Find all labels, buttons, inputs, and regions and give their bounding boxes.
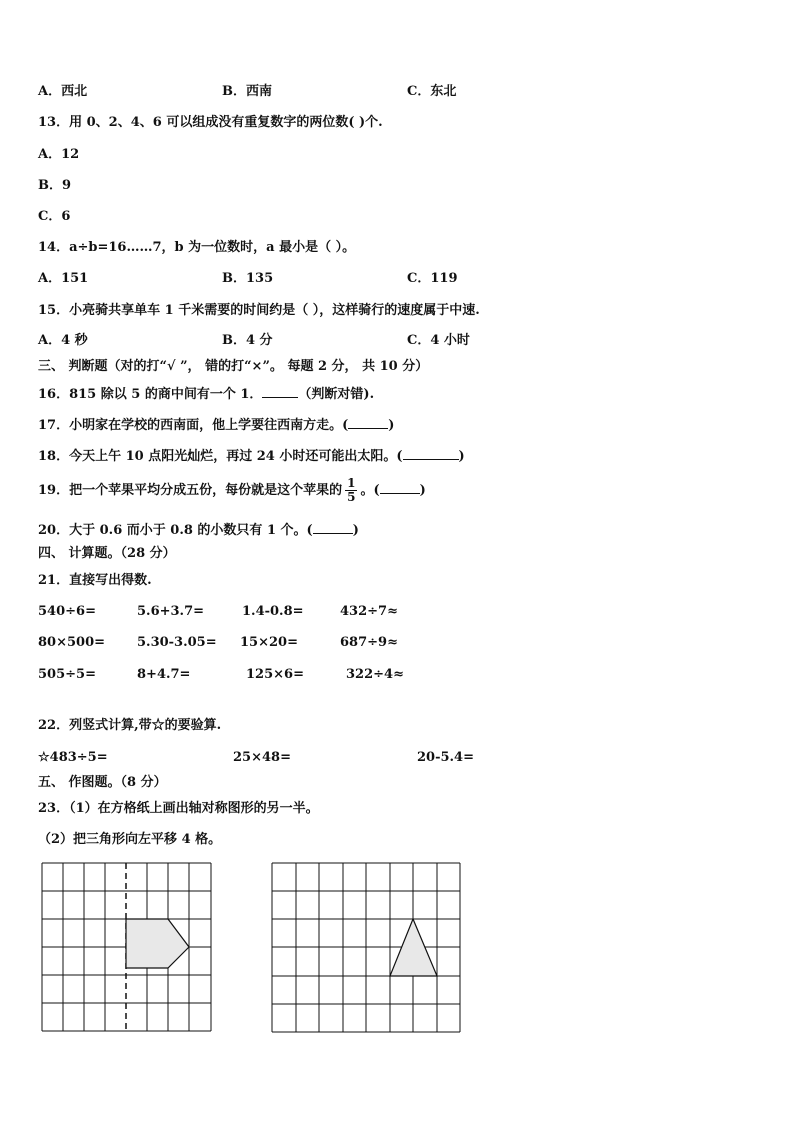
q19-suffix: ) — [419, 483, 426, 498]
q20 — [38, 521, 359, 539]
section-5-heading: 五、 作图题。（8 分） — [38, 775, 167, 790]
q21-item: 15×20= — [240, 635, 298, 650]
q17-suffix: ) — [388, 418, 395, 433]
q21-item: 687÷9≈ — [340, 635, 398, 650]
q19-mid: 。( — [360, 483, 380, 498]
q21-item: 432÷7≈ — [340, 604, 398, 619]
q14-option-b: B．135 — [222, 271, 274, 286]
q14-option-a: A．151 — [38, 271, 89, 286]
q21-item: 540÷6= — [38, 604, 96, 619]
q12-option-b: B．西南 — [222, 84, 272, 99]
q21-item: 125×6= — [246, 667, 304, 682]
q19-fraction — [345, 477, 357, 504]
q19-fraction-denominator: 5 — [347, 490, 356, 504]
q21-item: 505÷5= — [38, 667, 96, 682]
q12-option-a: A．西北 — [38, 84, 88, 99]
q15-option-c: C．4 小时 — [407, 333, 470, 348]
q19 — [38, 476, 426, 506]
q22-item: ☆483÷5= — [38, 750, 108, 765]
q20-text: 20．大于 0.6 而小于 0.8 的小数只有 1 个。( — [38, 523, 313, 538]
q21-item: 1.4-0.8= — [242, 604, 304, 619]
q22-item: 25×48= — [233, 750, 291, 765]
section-3-heading: 三、 判断题（对的打“√ ”， 错的打“×”。 每题 2 分， 共 10 分） — [38, 359, 429, 374]
q16-text: 16．815 除以 5 的商中间有一个 1． — [38, 387, 263, 402]
q20-answer-blank[interactable] — [313, 521, 353, 534]
q17-text: 17．小明家在学校的西南面，他上学要往西南方走。( — [38, 418, 349, 433]
q18-text: 18．今天上午 10 点阳光灿烂，再过 24 小时还可能出太阳。( — [38, 449, 403, 464]
q16-suffix: （判断对错). — [298, 387, 375, 402]
q18 — [38, 447, 465, 465]
half-figure-shape — [126, 919, 189, 968]
q17-answer-blank[interactable] — [348, 416, 388, 429]
q13-option-c: C．6 — [38, 209, 71, 224]
q19-answer-blank[interactable] — [380, 481, 420, 494]
q23-part-2: （2）把三角形向左平移 4 格。 — [38, 832, 222, 847]
q16-answer-blank[interactable] — [262, 385, 298, 398]
q12-option-c: C．东北 — [407, 84, 457, 99]
q21-title: 21．直接写出得数. — [38, 573, 152, 588]
q21-item: 5.30-3.05= — [137, 635, 217, 650]
q22-title: 22．列竖式计算,带☆的要验算. — [38, 718, 222, 733]
q17 — [38, 416, 394, 434]
q22-item: 20-5.4= — [417, 750, 474, 765]
q23-part-1: 23．（1）在方格纸上画出轴对称图形的另一半。 — [38, 801, 319, 816]
section-4-heading: 四、 计算题。（28 分） — [38, 546, 176, 561]
q19-text: 19．把一个苹果平均分成五份，每份就是这个苹果的 — [38, 483, 343, 498]
grid-right-lines — [272, 863, 460, 1032]
grid-right-translation — [271, 862, 463, 1034]
q14-option-c: C．119 — [407, 271, 458, 286]
q13-option-b: B．9 — [38, 178, 72, 193]
q13-option-a: A．12 — [38, 147, 80, 162]
q15-option-b: B．4 分 — [222, 333, 273, 348]
q16 — [38, 385, 374, 403]
q13-text: 13．用 0、2、4、6 可以组成没有重复数字的两位数( )个. — [38, 115, 383, 130]
q15-option-a: A．4 秒 — [38, 333, 88, 348]
q20-suffix: ) — [352, 523, 359, 538]
q18-answer-blank[interactable] — [403, 447, 459, 460]
grid-left-symmetry — [41, 862, 213, 1032]
q14-text: 14．a÷b=16……7，b 为一位数时，a 最小是（ ）。 — [38, 240, 356, 255]
q15-text: 15．小亮骑共享单车 1 千米需要的时间约是（ ），这样骑行的速度属于中速. — [38, 303, 480, 318]
q21-item: 322÷4≈ — [346, 667, 404, 682]
q21-item: 8+4.7= — [137, 667, 191, 682]
q21-item: 5.6+3.7= — [137, 604, 205, 619]
q21-item: 80×500= — [38, 635, 106, 650]
q19-fraction-numerator: 1 — [347, 476, 356, 490]
q18-suffix: ) — [458, 449, 465, 464]
